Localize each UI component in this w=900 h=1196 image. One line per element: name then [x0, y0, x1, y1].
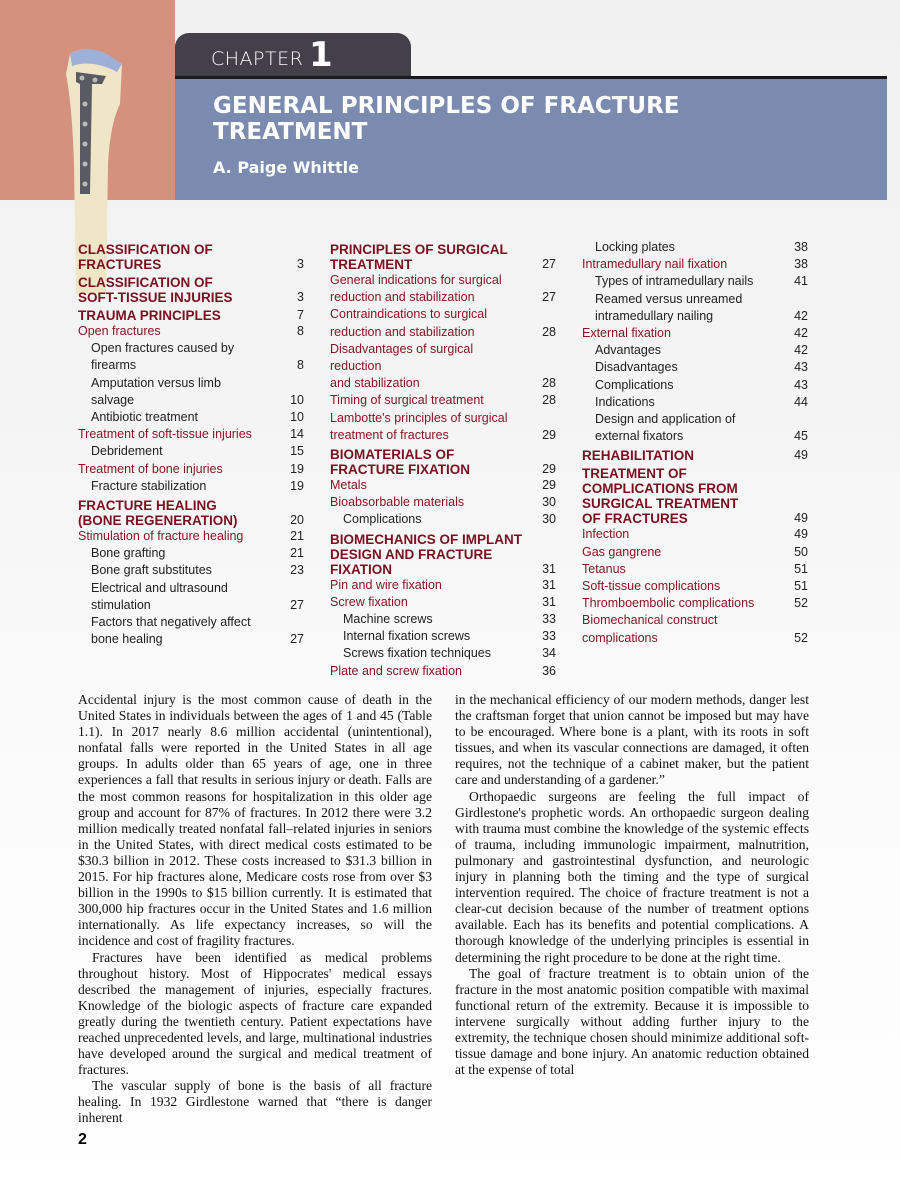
chapter-side-panel	[0, 0, 175, 200]
toc-entry-page: 27	[290, 632, 304, 647]
toc-entry-title: Gas gangrene	[582, 544, 662, 559]
toc-entry-title: Bone graft substitutes	[91, 563, 212, 578]
toc-entry-page: 33	[542, 629, 556, 644]
toc-entry[interactable]	[78, 580, 304, 614]
chapter-title: GENERAL PRINCIPLES OF FRACTURE TREATMENT	[213, 93, 680, 145]
toc-entry[interactable]	[78, 461, 304, 478]
toc-entry-page: 21	[290, 529, 304, 544]
toc-entry[interactable]	[582, 595, 808, 612]
toc-entry-title: External fixation	[582, 326, 671, 341]
toc-entry[interactable]	[78, 308, 304, 323]
page-number: 2	[78, 1131, 87, 1148]
toc-entry-page: 52	[794, 630, 808, 645]
toc-entry-title: Timing of surgical treatment	[330, 393, 484, 408]
toc-column-1	[78, 239, 304, 648]
toc-entry[interactable]	[78, 498, 304, 528]
toc-entry[interactable]	[330, 447, 556, 477]
toc-entry[interactable]	[78, 242, 304, 272]
toc-entry[interactable]	[78, 443, 304, 460]
toc-entry-page: 27	[290, 597, 304, 612]
toc-entry-page: 42	[794, 308, 808, 323]
toc-entry-title: Bone grafting	[91, 546, 166, 561]
toc-entry[interactable]	[582, 239, 808, 256]
toc-entry-page: 30	[542, 495, 556, 510]
toc-entry-title: General indications for surgical reduction and stabilization	[330, 273, 502, 305]
toc-entry[interactable]	[582, 466, 808, 526]
toc-entry-title: Soft-tissue complications	[582, 579, 721, 594]
toc-entry-title: TREATMENT OF COMPLICATIONS FROM SURGICAL TREATMENT OF FRACTURES	[582, 466, 739, 527]
toc-entry-page: 45	[794, 429, 808, 444]
toc-entry[interactable]	[78, 478, 304, 495]
toc-entry-page: 7	[297, 308, 304, 322]
toc-entry-page: 10	[290, 392, 304, 407]
toc-entry[interactable]	[330, 392, 556, 409]
toc-entry[interactable]	[330, 511, 556, 528]
toc-entry-page: 8	[297, 324, 304, 338]
toc-entry[interactable]	[582, 377, 808, 394]
toc-entry-page: 8	[297, 358, 304, 373]
toc-entry-page: 38	[794, 257, 808, 272]
toc-entry-page: 31	[542, 577, 556, 592]
toc-entry-page: 50	[794, 544, 808, 559]
toc-entry[interactable]	[330, 611, 556, 628]
toc-entry[interactable]	[582, 325, 808, 342]
toc-entry-title: Open fractures caused by firearms	[91, 341, 235, 373]
toc-entry-page: 28	[542, 393, 556, 408]
toc-entry-title: Screws fixation techniques	[343, 646, 491, 661]
body-column-left	[78, 692, 432, 1127]
toc-entry[interactable]	[78, 323, 304, 340]
toc-entry[interactable]	[330, 477, 556, 494]
toc-entry[interactable]	[330, 494, 556, 511]
toc-entry-title: Machine screws	[343, 612, 433, 627]
toc-entry[interactable]	[582, 578, 808, 595]
toc-entry[interactable]	[330, 594, 556, 611]
toc-entry-title: FRACTURE HEALING (BONE REGENERATION)	[78, 498, 238, 529]
toc-entry-page: 49	[794, 527, 808, 542]
toc-entry-page: 49	[794, 511, 808, 526]
toc-entry[interactable]	[78, 340, 304, 374]
toc-entry-title: Disadvantages of surgical reduction and stabilization	[330, 341, 474, 391]
toc-entry-title: Lambotte's principles of surgical treatment of fractures	[330, 410, 508, 442]
body-paragraph: Fractures have been identified as medical problems throughout history. Most of Hippocrates' medical essays described the management of injuries, especially fractures. Knowledge of the biologic aspects of fracture care expanded greatly during the twentieth century. Patient expectations have reached unprecedented levels, and large, multinational industries have developed around the surgical and medical treatment of fractures.	[78, 949, 432, 1078]
toc-entry-page: 34	[542, 646, 556, 661]
toc-entry-title: Complications	[595, 377, 674, 392]
toc-column-2	[330, 239, 556, 680]
toc-entry-page: 30	[542, 512, 556, 527]
toc-entry-page: 10	[290, 410, 304, 425]
toc-entry[interactable]	[330, 242, 556, 272]
toc-entry[interactable]	[78, 409, 304, 426]
toc-entry-title: Advantages	[595, 343, 662, 358]
toc-entry-title: Bioabsorbable materials	[330, 495, 465, 510]
toc-entry-page: 14	[290, 427, 304, 442]
toc-entry-title: Indications	[595, 394, 655, 409]
toc-entry-page: 23	[290, 563, 304, 578]
toc-entry-title: CLASSIFICATION OF SOFT-TISSUE INJURIES	[78, 275, 233, 305]
toc-entry[interactable]	[78, 545, 304, 562]
toc-entry-title: Metals	[330, 478, 367, 493]
toc-entry[interactable]	[330, 577, 556, 594]
toc-entry-page: 43	[794, 377, 808, 392]
chapter-banner	[175, 79, 887, 200]
toc-entry[interactable]	[330, 306, 556, 340]
toc-column-3	[582, 239, 808, 647]
toc-entry[interactable]	[582, 359, 808, 376]
toc-entry-page: 38	[794, 240, 808, 254]
toc-entry-title: BIOMATERIALS OF FRACTURE FIXATION	[330, 447, 470, 478]
toc-entry-page: 36	[542, 663, 556, 678]
toc-entry-title: Pin and wire fixation	[330, 577, 442, 592]
toc-entry[interactable]	[330, 628, 556, 645]
toc-entry[interactable]	[78, 528, 304, 545]
toc-entry-page: 3	[297, 290, 304, 304]
toc-entry-page: 52	[794, 596, 808, 611]
toc-entry-page: 31	[542, 594, 556, 609]
toc-entry-title: Complications	[343, 512, 422, 527]
chapter-label: CHAPTER	[211, 48, 304, 70]
toc-entry[interactable]	[78, 614, 304, 648]
toc-entry[interactable]	[582, 256, 808, 273]
toc-entry-page: 42	[794, 343, 808, 358]
toc-entry-page: 42	[794, 326, 808, 341]
toc-entry[interactable]	[330, 532, 556, 577]
toc-entry[interactable]	[330, 645, 556, 662]
toc-entry[interactable]	[582, 291, 808, 325]
toc-entry-title: Plate and screw fixation	[330, 663, 463, 678]
toc-entry-title: Debridement	[91, 444, 163, 459]
toc-entry-page: 29	[542, 427, 556, 442]
toc-entry[interactable]	[582, 394, 808, 411]
chapter-number: 1	[309, 35, 333, 75]
toc-entry-title: Locking plates	[595, 240, 675, 254]
toc-entry[interactable]	[330, 341, 556, 393]
body-paragraph: The goal of fracture treatment is to obtain union of the fracture in the most anatomic position compatible with maximal functional return of the extremity. Because it is impossible to intervene surgically without adding further injury to the extremity, the technique chosen should minimize additional soft-tissue damage and bone injury. An anatomic reduction obtained at the expense of total	[455, 965, 809, 1078]
toc-entry-title: TRAUMA PRINCIPLES	[78, 308, 221, 323]
toc-entry[interactable]	[78, 375, 304, 409]
toc-entry-page: 19	[290, 461, 304, 476]
toc-entry[interactable]	[582, 526, 808, 543]
body-column-right	[455, 692, 809, 1078]
toc-entry[interactable]	[582, 561, 808, 578]
toc-entry[interactable]	[330, 272, 556, 306]
toc-entry[interactable]	[78, 275, 304, 305]
toc-entry-title: Stimulation of fracture healing	[78, 529, 244, 544]
toc-entry[interactable]	[582, 448, 808, 463]
toc-entry-page: 29	[542, 478, 556, 493]
toc-entry-title: Design and application of external fixators	[595, 412, 736, 444]
body-paragraph: The vascular supply of bone is the basis of all fracture healing. In 1932 Girdlestone warned that “there is danger inherent	[78, 1078, 432, 1126]
toc-entry-page: 43	[794, 360, 808, 375]
toc-entry-title: Electrical and ultrasound stimulation	[91, 580, 228, 612]
toc-entry-title: BIOMECHANICS OF IMPLANT DESIGN AND FRACTURE FIXATION	[330, 531, 522, 577]
toc-entry-title: CLASSIFICATION OF FRACTURES	[78, 242, 213, 272]
body-paragraph: in the mechanical efficiency of our modern methods, danger lest the craftsman forget that union cannot be imposed but may have to be encouraged. Where bone is a plant, with its roots in soft tissues, and when its vascular connections are damaged, it often requires, not the technique of a cabinet maker, but the patient care and understanding of a gardener.”	[455, 692, 809, 788]
toc-entry-title: Thromboembolic complications	[582, 596, 755, 611]
toc-entry-title: Antibiotic treatment	[91, 410, 198, 425]
toc-entry-title: REHABILITATION	[582, 448, 694, 464]
toc-entry-page: 29	[542, 462, 556, 477]
toc-entry-page: 27	[542, 257, 556, 271]
toc-entry-title: Biomechanical construct complications	[582, 613, 718, 645]
toc-entry[interactable]	[330, 663, 556, 680]
toc-entry-title: Fracture stabilization	[91, 478, 207, 493]
toc-entry-title: PRINCIPLES OF SURGICAL TREATMENT	[330, 242, 508, 272]
toc-entry-title: Infection	[582, 527, 630, 542]
toc-entry-title: Internal fixation screws	[343, 629, 471, 644]
toc-entry-page: 44	[794, 394, 808, 409]
toc-entry-title: Contraindications to surgical reduction and stabilization	[330, 307, 488, 339]
toc-entry-title: Factors that negatively affect bone healing	[91, 615, 251, 647]
toc-entry-page: 31	[542, 561, 556, 576]
toc-entry[interactable]	[582, 342, 808, 359]
toc-entry-title: Treatment of bone injuries	[78, 461, 223, 476]
toc-entry-page: 3	[297, 257, 304, 271]
chapter-tab	[175, 33, 411, 77]
toc-entry-page: 27	[542, 290, 556, 305]
toc-entry-title: Treatment of soft-tissue injuries	[78, 427, 252, 442]
toc-entry[interactable]	[582, 411, 808, 445]
toc-entry-page: 19	[290, 478, 304, 493]
toc-entry-page: 28	[542, 324, 556, 339]
toc-entry[interactable]	[582, 612, 808, 646]
toc-entry-title: Tetanus	[582, 561, 626, 576]
toc-entry-page: 15	[290, 444, 304, 459]
toc-entry-title: Amputation versus limb salvage	[91, 375, 221, 407]
toc-entry[interactable]	[78, 426, 304, 443]
body-paragraph: Orthopaedic surgeons are feeling the full impact of Girdlestone's prophetic words. An orthopaedic surgeon dealing with trauma must combine the knowledge of the systemic effects of trauma, including immunologic impairment, malnutrition, pulmonary and gastrointestinal dysfunction, and neurologic injury in planning both the timing and the type of surgical intervention required. The choice of fracture treatment is not a clear-cut decision because of the number of treatment options available. Each has its benefits and potential complications. A thorough knowledge of the underlying principles is essential in determining the right procedure to be done at the right time.	[455, 788, 809, 965]
toc-entry-page: 51	[794, 561, 808, 576]
toc-entry-title: Intramedullary nail fixation	[582, 257, 728, 272]
toc-entry-title: Types of intramedullary nails	[595, 274, 754, 289]
toc-entry-page: 33	[542, 612, 556, 627]
toc-entry-title: Open fractures	[78, 324, 161, 338]
body-paragraph: Accidental injury is the most common cause of death in the United States in individuals between the ages of 1 and 45 (Table 1.1). In 2017 nearly 8.6 million accidental (unintentional), nonfatal falls were reported in the United States in all age groups. In adults older than 65 years of age, one in three experiences a fall that results in serious injury or death. Falls are the most common reasons for hospitalization in this older age group and account for 87% of fractures. In 2012 there were 3.2 million medically treated nonfatal fall–related injuries in seniors in the United States, with direct medical costs estimated to be $30.3 billion in 2012. These costs increased to $31.3 billion in 2015. For hip fractures alone, Medicare costs rose from over $3 billion in the 1990s to $15 billion currently. It is estimated that 300,000 hip fractures occur in the United States and 1.6 million internationally. As life expectancy increases, so will the incidence and cost of fragility fractures.	[78, 692, 432, 949]
toc-entry[interactable]	[582, 544, 808, 561]
toc-entry-title: Disadvantages	[595, 360, 678, 375]
toc-entry-page: 21	[290, 546, 304, 561]
toc-entry-title: Reamed versus unreamed intramedullary nailing	[595, 291, 743, 323]
toc-entry-page: 20	[290, 513, 304, 528]
toc-entry-page: 49	[794, 448, 808, 463]
chapter-author: A. Paige Whittle	[213, 158, 359, 177]
toc-entry-title: Screw fixation	[330, 594, 408, 609]
toc-entry[interactable]	[582, 273, 808, 290]
toc-entry-page: 51	[794, 579, 808, 594]
toc-entry-page: 28	[542, 376, 556, 391]
toc-entry[interactable]	[330, 410, 556, 444]
toc-entry-page: 41	[794, 274, 808, 289]
toc-entry[interactable]	[78, 562, 304, 579]
